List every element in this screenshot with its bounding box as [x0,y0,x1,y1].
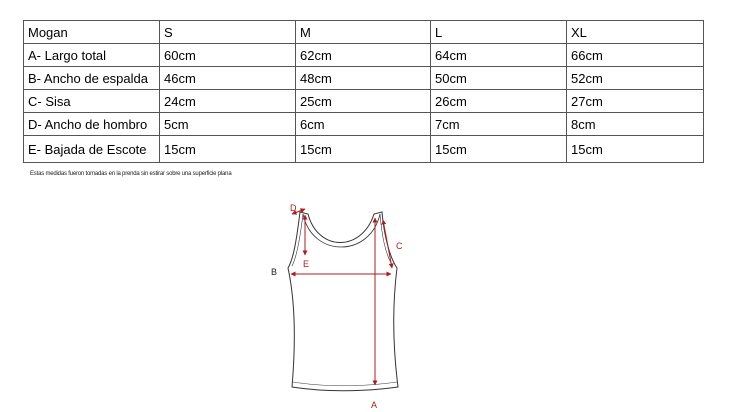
table-cell: 24cm [160,90,296,113]
row-label: B- Ancho de espalda [24,67,160,90]
table-cell: 15cm [296,136,431,163]
header-cell-xl: XL [567,21,704,44]
row-label: D- Ancho de hombro [24,113,160,136]
label-a: A [371,400,378,410]
table-cell: 66cm [567,44,704,67]
table-cell: 15cm [160,136,296,163]
table-cell: 48cm [296,67,431,90]
row-label: A- Largo total [24,44,160,67]
row-label: C- Sisa [24,90,160,113]
table-cell: 60cm [160,44,296,67]
measurement-note: Estas medidas fueron tomadas en la prenda sin estirar sobre una superficie plana [30,171,232,177]
header-cell-model: Mogan [24,21,160,44]
table-cell: 26cm [431,90,567,113]
label-c: C [396,241,403,251]
table-cell: 15cm [567,136,704,163]
table-cell: 8cm [567,113,704,136]
row-label: E- Bajada de Escote [24,136,160,163]
label-e: E [303,259,310,269]
table-cell: 15cm [431,136,567,163]
header-cell-l: L [431,21,567,44]
header-cell-m: M [296,21,431,44]
label-b: B [271,267,278,277]
table-cell: 5cm [160,113,296,136]
label-d: D [290,203,297,213]
table-cell: 27cm [567,90,704,113]
table-cell: 52cm [567,67,704,90]
table-cell: 7cm [431,113,567,136]
table-cell: 62cm [296,44,431,67]
table-cell: 50cm [431,67,567,90]
table-cell: 64cm [431,44,567,67]
header-cell-s: S [160,21,296,44]
table-cell: 25cm [296,90,431,113]
table-cell: 46cm [160,67,296,90]
table-cell: 6cm [296,113,431,136]
